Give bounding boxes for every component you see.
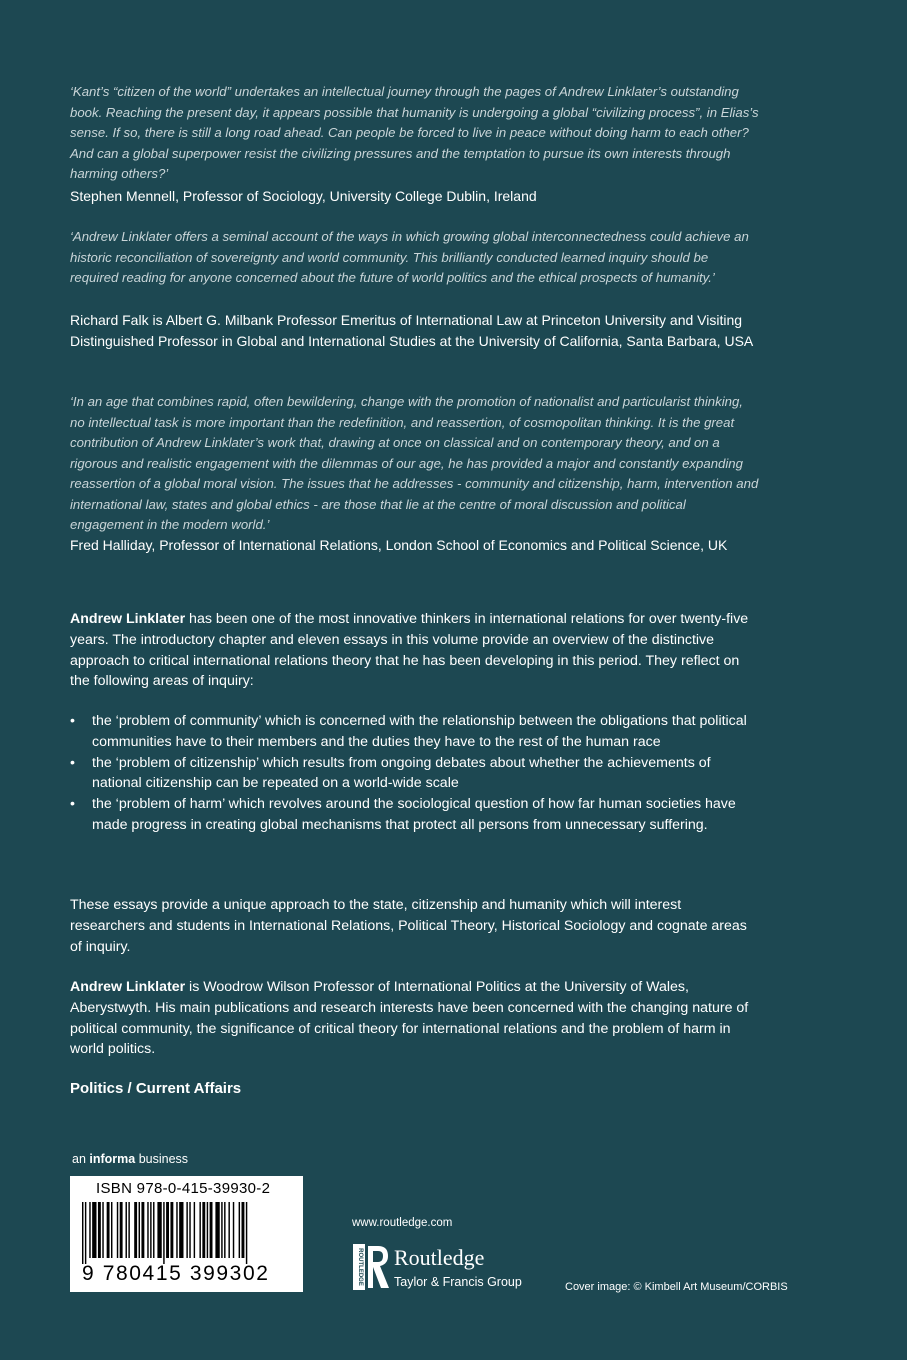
author-bio xyxy=(70,977,760,1060)
barcode-bar xyxy=(207,1202,208,1258)
bio-text: is Woodrow Wilson Professor of International Politics at the University of Wales, Aberystwyth. His main publications and research interests have been concerned with the changing nature of political community, the significance of critical theory for international relations and the problem of harm in world politics. xyxy=(70,979,749,1058)
quote-mennell: ‘Kant’s “citizen of the world” undertakes an intellectual journey through the pages of Andrew Linklater’s outstanding book. Reaching the present day, it appears possible that humanity is undergoing a global “civilizing process”, in Elias’s sense. If so, there is still a long road ahead. Can people be forced to live in peace without doing harm to each other? And can a global superpower resist the civilizing pressures and the temptation to pursue its own interests through harming others?’ xyxy=(70,84,759,181)
list-item-text: the ‘problem of harm’ which revolves around the sociological question of how far human societies have made progress in creating global mechanisms that protect all persons from unnecessary suffering. xyxy=(92,796,736,833)
barcode-bar xyxy=(186,1202,187,1258)
isbn-barcode xyxy=(70,1176,303,1292)
barcode-bar xyxy=(111,1202,112,1258)
barcode-bar xyxy=(239,1202,240,1258)
routledge-logo xyxy=(352,1242,552,1294)
barcode-bar xyxy=(157,1202,161,1258)
list-item xyxy=(70,711,760,753)
list-item xyxy=(70,794,760,836)
barcode-bar xyxy=(224,1202,225,1258)
barcode-bar xyxy=(189,1202,190,1258)
attribution-halliday: Fred Halliday, Professor of International Relations, London School of Economics and Political Science, UK xyxy=(70,537,728,553)
barcode-bar xyxy=(85,1202,86,1264)
barcode-bar xyxy=(150,1202,151,1258)
barcode-bar xyxy=(126,1202,127,1258)
description-intro-text: has been one of the most innovative thinkers in international relations for over twenty-five years. The introductory chapter and eleven essays in this volume provide an overview of the distinctive approach to critical international relations theory that he has been developing in this period. They reflect on the following areas of inquiry: xyxy=(70,611,749,690)
barcode-bar xyxy=(166,1202,169,1258)
barcode-bar xyxy=(89,1202,90,1258)
barcode-bar xyxy=(102,1202,103,1258)
cover-image-credit: Cover image: © Kimbell Art Museum/CORBIS xyxy=(565,1281,788,1293)
barcode-bar xyxy=(221,1202,222,1258)
barcode-bar xyxy=(128,1202,129,1258)
attribution-mennell: Stephen Mennell, Professor of Sociology, University College Dublin, Ireland xyxy=(70,188,537,204)
description-intro xyxy=(70,609,760,692)
informa-prefix: an xyxy=(72,1152,90,1166)
barcode-bar xyxy=(92,1202,96,1258)
subject-category: Politics / Current Affairs xyxy=(70,1080,242,1097)
publisher-group: Taylor & Francis Group xyxy=(394,1275,522,1289)
publisher-name: Routledge xyxy=(394,1245,485,1270)
barcode-bar xyxy=(82,1202,83,1264)
publisher-website[interactable]: www.routledge.com xyxy=(352,1217,453,1229)
informa-brand: informa xyxy=(89,1152,136,1166)
barcode-bar xyxy=(134,1202,137,1258)
bio-author-name: Andrew Linklater xyxy=(70,979,186,995)
barcode-bar xyxy=(153,1202,154,1258)
barcode-bar xyxy=(139,1202,140,1258)
informa-suffix: business xyxy=(135,1152,189,1166)
routledge-vertical-mark: ROUTLEDGE xyxy=(357,1248,363,1286)
barcode-bar xyxy=(163,1202,164,1264)
quote-falk: ‘Andrew Linklater offers a seminal account of the ways in which growing global interconnectedness could achieve an historic reconciliation of sovereignty and world community. This brilliantly conducted learned inquiry should be required reading for anyone concerned about the future of world politics and the ethical prospects of humanity.’ xyxy=(70,229,749,285)
author-name: Andrew Linklater xyxy=(70,611,186,627)
description-closing: These essays provide a unique approach to the state, citizenship and humanity which will interest researchers and students in International Relations, Political Theory, Historical Sociology and cognate areas of inquiry. xyxy=(70,897,747,955)
quote-halliday: ‘In an age that combines rapid, often bewildering, change with the promotion of nationalist and particularist thinking, no intellectual task is more important than the redefinition, and reassertion, of cosmopolitan thinking. It is the great contribution of Andrew Linklater’s work that, drawing at once on classical and on contemporary theory, and on a rigorous and realistic engagement with the dilemmas of our age, he has provided a major and constantly expanding reassertion of a global moral vision. The issues that he addresses - community and citizenship, harm, intervention and international law, states and global ethics - are those that lie at the centre of moral discussion and political engagement in the modern world.’ xyxy=(70,394,759,532)
informa-tagline xyxy=(72,1152,188,1166)
barcode-bar xyxy=(202,1202,205,1258)
barcode-bar xyxy=(147,1202,148,1258)
bullet-symbol: • xyxy=(70,713,75,729)
inquiry-list xyxy=(70,711,760,836)
bullet-symbol: • xyxy=(70,754,75,771)
isbn-label: ISBN 978-0-415-39930-2 xyxy=(96,1180,271,1197)
barcode-bars xyxy=(76,1202,297,1264)
barcode-bar xyxy=(98,1202,101,1258)
list-item xyxy=(70,753,760,795)
barcode-bar xyxy=(242,1202,245,1258)
barcode-digits: 9 780415 399302 xyxy=(82,1262,270,1285)
barcode-bar xyxy=(107,1202,110,1258)
barcode-bar xyxy=(120,1202,123,1258)
barcode-bar xyxy=(233,1202,234,1258)
barcode-bar xyxy=(228,1202,229,1258)
attribution-falk: Richard Falk is Albert G. Milbank Professor Emeritus of International Law at Princeton University and Visiting Distinguished Professor in Global and International Studies at the University of California, Santa Barbara, USA xyxy=(70,312,754,349)
barcode-bar xyxy=(210,1202,213,1258)
routledge-r-icon xyxy=(352,1242,390,1294)
barcode-bar xyxy=(246,1202,247,1264)
barcode-bar xyxy=(215,1202,219,1258)
barcode-bar xyxy=(176,1202,177,1258)
bullet-symbol: • xyxy=(70,796,75,813)
barcode-bar xyxy=(141,1202,144,1258)
list-item-text: the ‘problem of community’ which is concerned with the relationship between the obligations that political communities have to their members and the duties they have to the rest of the human race xyxy=(92,713,747,750)
barcode-bar xyxy=(179,1202,183,1258)
barcode-bar xyxy=(170,1202,173,1258)
barcode-bar xyxy=(199,1202,200,1258)
barcode-bar xyxy=(194,1202,195,1258)
list-item-text: the ‘problem of citizenship’ which results from ongoing debates about whether the achievements of national citizenship can be repeated on a world-wide scale xyxy=(92,754,711,792)
barcode-bar xyxy=(117,1202,118,1258)
